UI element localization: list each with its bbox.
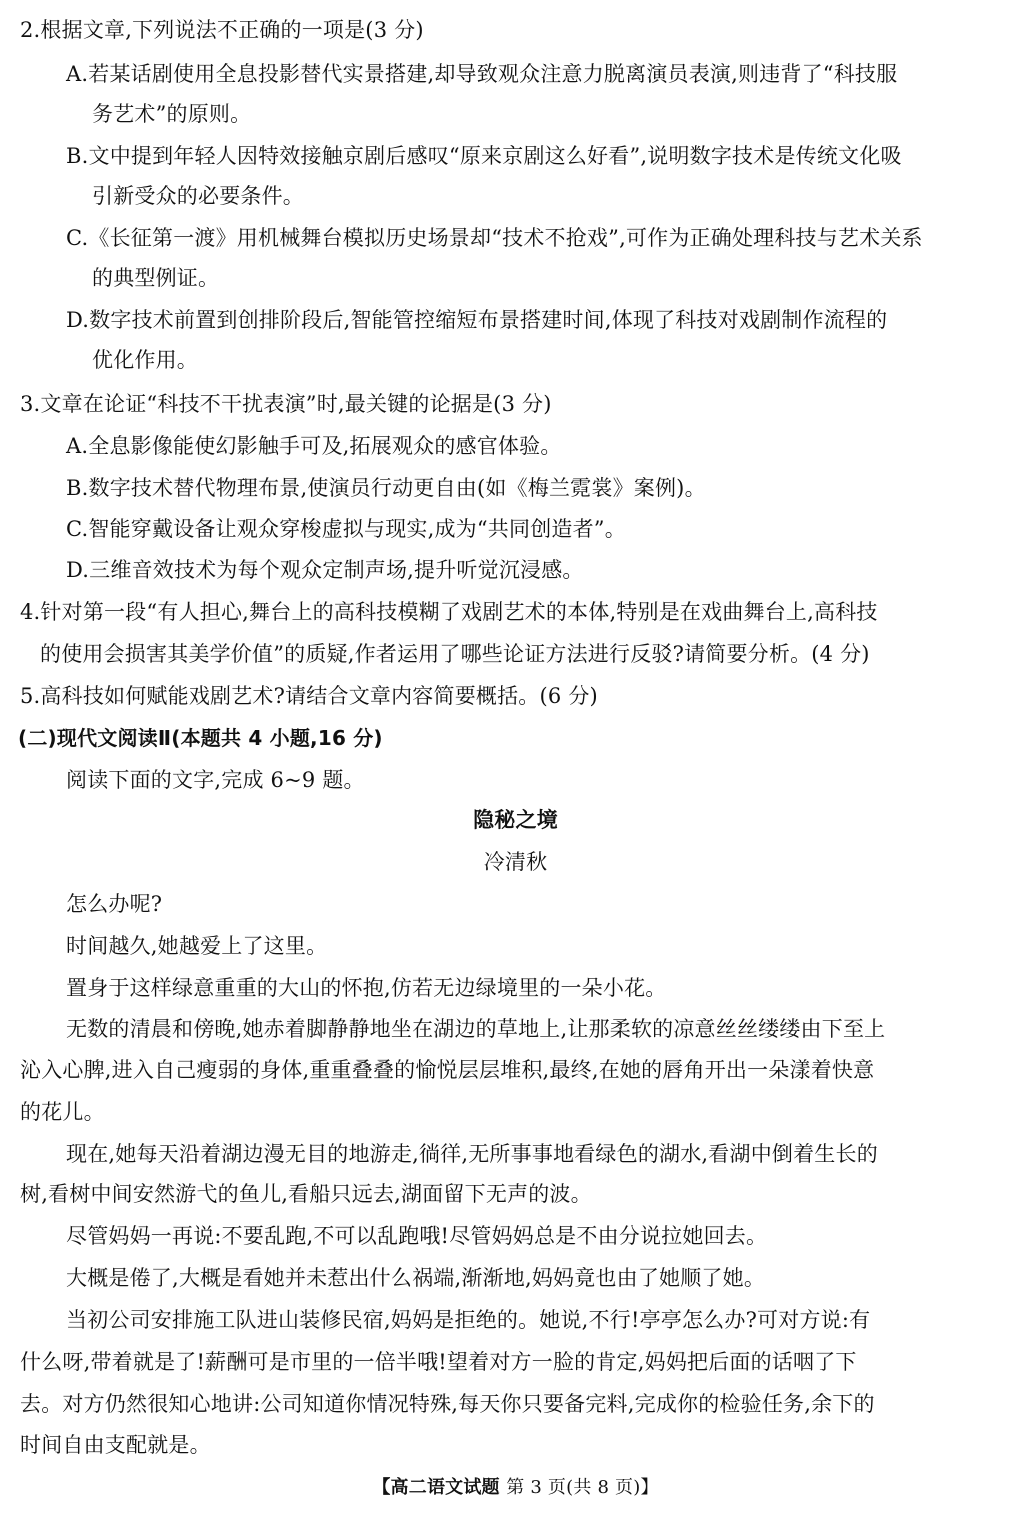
question-3-option-d: D.三维音效技术为每个观众定制声场,提升听觉沉浸感。 (66, 558, 584, 582)
question-3-option-c: C.智能穿戴设备让观众穿梭虚拟与现实,成为“共同创造者”。 (66, 517, 626, 541)
question-4-line-1: 4.针对第一段“有人担心,舞台上的高科技模糊了戏剧艺术的本体,特别是在戏曲舞台上,高科技 (20, 600, 878, 624)
question-2-option-b-cont: 引新受众的必要条件。 (92, 184, 304, 208)
section-instruction: 阅读下面的文字,完成 6~9 题。 (66, 768, 365, 792)
story-paragraph-4-line-3: 的花儿。 (20, 1100, 105, 1124)
story-paragraph-6: 尽管妈妈一再说:不要乱跑,不可以乱跑哦!尽管妈妈总是不由分说拉她回去。 (66, 1224, 768, 1248)
story-paragraph-1: 怎么办呢? (66, 892, 163, 916)
story-paragraph-8-line-3: 去。对方仍然很知心地讲:公司知道你情况特殊,每天你只要备完料,完成你的检验任务,余下的 (20, 1392, 875, 1416)
question-3-option-a: A.全息影像能使幻影触手可及,拓展观众的感官体验。 (66, 434, 562, 458)
story-author: 冷清秋 (483, 850, 548, 874)
question-2-stem: 2.根据文章,下列说法不正确的一项是(3 分) (20, 18, 424, 42)
question-2-option-a-cont: 务艺术”的原则。 (92, 102, 252, 126)
story-paragraph-8-line-4: 时间自由支配就是。 (20, 1433, 211, 1457)
footer-label: 【高二语文试题 (372, 1477, 500, 1498)
story-paragraph-4-line-2: 沁入心脾,进入自己瘦弱的身体,重重叠叠的愉悦层层堆积,最终,在她的唇角开出一朵漾着快意 (20, 1058, 875, 1082)
section-heading: (二)现代文阅读Ⅱ(本题共 4 小题,16 分) (18, 726, 383, 750)
question-2-option-c-cont: 的典型例证。 (92, 266, 220, 290)
story-paragraph-8-line-1: 当初公司安排施工队进山装修民宿,妈妈是拒绝的。她说,不行!亭亭怎么办?可对方说:有 (66, 1308, 871, 1332)
question-4-line-2: 的使用会损害其美学价值”的质疑,作者运用了哪些论证方法进行反驳?请简要分析。(4 分) (40, 642, 870, 666)
question-3-option-b: B.数字技术替代物理布景,使演员行动更自由(如《梅兰霓裳》案例)。 (66, 476, 706, 500)
story-paragraph-7: 大概是倦了,大概是看她并未惹出什么祸端,渐渐地,妈妈竟也由了她顺了她。 (66, 1266, 766, 1290)
story-title: 隐秘之境 (473, 808, 558, 832)
question-2-option-d: D.数字技术前置到创排阶段后,智能管控缩短布景搭建时间,体现了科技对戏剧制作流程的 (66, 308, 888, 332)
story-paragraph-3: 置身于这样绿意重重的大山的怀抱,仿若无边绿境里的一朵小花。 (66, 976, 667, 1000)
story-paragraph-5-line-2: 树,看树中间安然游弋的鱼儿,看船只远去,湖面留下无声的波。 (20, 1182, 592, 1206)
question-5: 5.高科技如何赋能戏剧艺术?请结合文章内容简要概括。(6 分) (20, 684, 598, 708)
footer-page-number: 第 3 页(共 8 页)】 (506, 1477, 659, 1498)
story-paragraph-4-line-1: 无数的清晨和傍晚,她赤着脚静静地坐在湖边的草地上,让那柔软的凉意丝丝缕缕由下至上 (66, 1017, 886, 1041)
question-2-option-c: C.《长征第一渡》用机械舞台模拟历史场景却“技术不抢戏”,可作为正确处理科技与艺术关系 (66, 226, 923, 250)
page-footer (0, 1474, 1031, 1502)
story-paragraph-5-line-1: 现在,她每天沿着湖边漫无目的地游走,徜徉,无所事事地看绿色的湖水,看湖中倒着生长的 (66, 1142, 878, 1166)
question-3-stem: 3.文章在论证“科技不干扰表演”时,最关键的论据是(3 分) (20, 392, 552, 416)
question-2-option-a: A.若某话剧使用全息投影替代实景搭建,却导致观众注意力脱离演员表演,则违背了“科技服 (66, 62, 898, 86)
story-paragraph-8-line-2: 什么呀,带着就是了!薪酬可是市里的一倍半哦!望着对方一脸的肯定,妈妈把后面的话咽了下 (20, 1350, 857, 1374)
story-paragraph-2: 时间越久,她越爱上了这里。 (66, 934, 328, 958)
question-2-option-b: B.文中提到年轻人因特效接触京剧后感叹“原来京剧这么好看”,说明数字技术是传统文化吸 (66, 144, 902, 168)
question-2-option-d-cont: 优化作用。 (92, 348, 198, 372)
